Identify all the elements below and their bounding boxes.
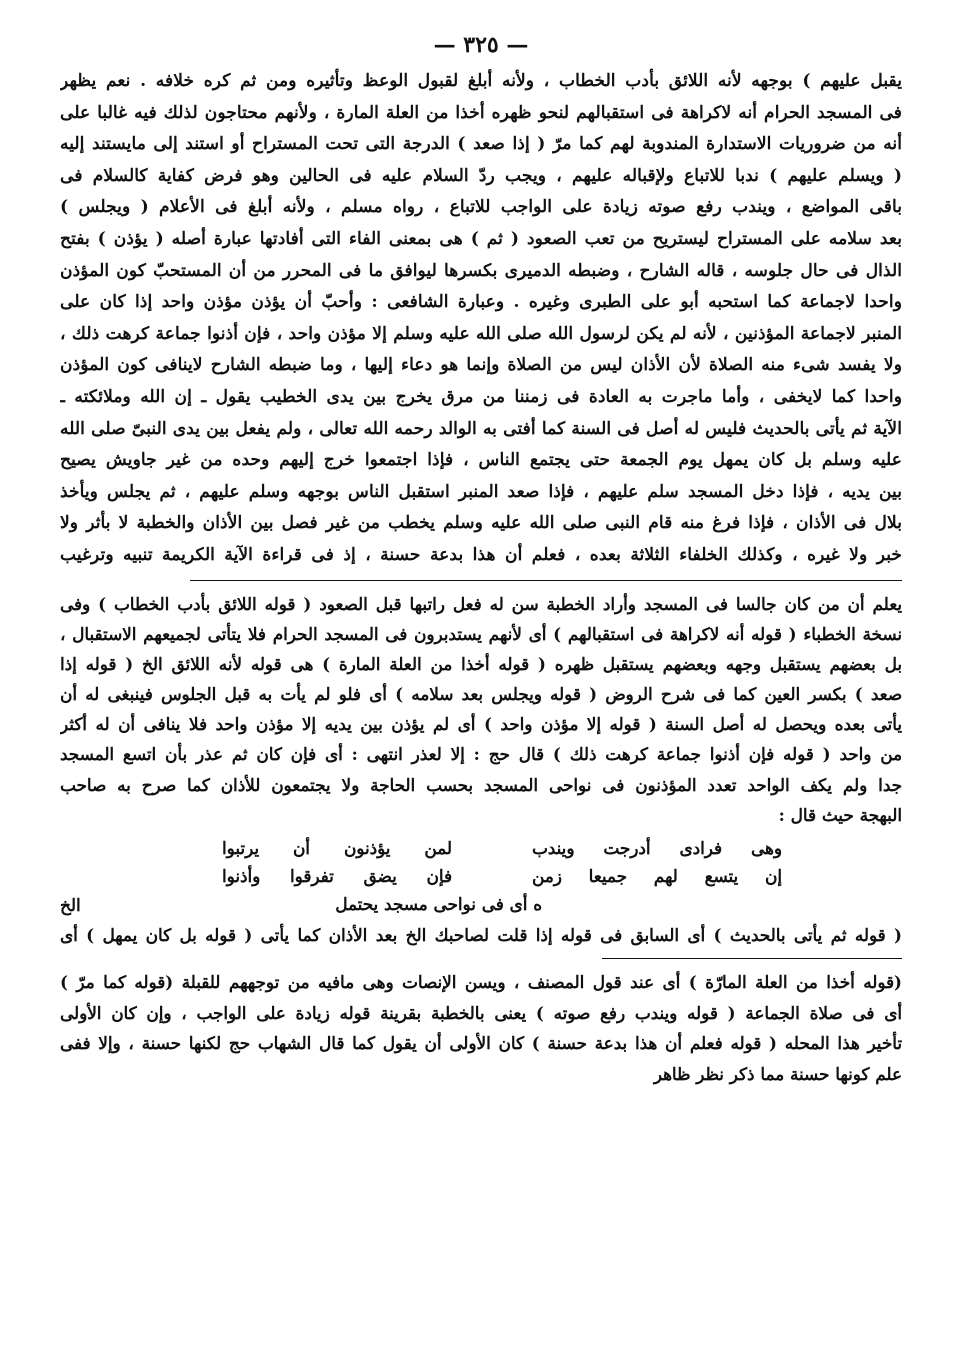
verse-hemistich: ه أى فى نواحى مسجد يحتمل bbox=[335, 894, 542, 914]
commentary-line: ( قوله ثم يأتى بالحديث ) أى السابق فى قوله إذا قلت لصاحبك الخ بعد الأذان كما يأتى ( قوله بل كان يمهل ) أى bbox=[60, 925, 902, 945]
main-line: بعد سلامه على المستراح ليستريح من تعب الصعود ( ثم ) هى بمعنى الفاء التى أفادتها عبارة أصله ( يؤذن ) بفتح bbox=[60, 228, 902, 249]
commentary-line: نسخة الخطباء ( قوله أنه لاكراهة فى استقبالهم ) أى لأنهم يستدبرون فى المسجد الحرام فلا يتأتى لجميعهم الاستقبال ، bbox=[60, 623, 902, 644]
verse-line-3 bbox=[60, 890, 902, 920]
verse-line-2 bbox=[60, 862, 902, 890]
commentary-line: يعلم أن من كان جالسا فى المسجد وأراد الخطبة سن له فعل راتبها قبل الصعود ( قوله اللائق بأدب الخطاب ) وفى bbox=[60, 593, 902, 614]
main-line: فى المسجد الحرام أنه لاكراهة فى استقبالهم لنحو ظهره أخذا من العلة المارة ، ولأنهم محتاجون لذلك فيه غالبا على bbox=[60, 102, 902, 123]
margin-note-line: (قوله أخذا من العلة المارّة ) أى عند قول المصنف ، ويسن الإنصات وهى مافيه من توجههم للقبلة (قوله كما مرّ ) bbox=[60, 972, 902, 993]
commentary-line: بل بعضهم يستقبل وجهه وبعضهم يستقبل ظهره ( قوله أخذا من العلة المارة ) هى قوله لأنه اللائق الخ ( قوله إذا bbox=[60, 653, 902, 674]
main-line: باقى المواضع ، ويندب رفع صوته زيادة على الواجب للاتباع ، رواه مسلم ، ولأنه أبلغ فى الأعلام ( ويجلس ) bbox=[60, 197, 902, 218]
main-line: يقبل عليهم ) بوجهه لأنه اللائق بأدب الخطاب ، ولأنه أبلغ لقبول الوعظ وتأثيره ومن ثم كره خلافه . نعم يظهر bbox=[60, 71, 902, 91]
main-line: أنه من ضروريات الاستدارة المندوبة لهم كما مرّ ( إذا صعد ) الدرجة التى تحت المستراح أو استند إلى مايستند إليه bbox=[60, 134, 902, 155]
main-line: الذال فى حال جلوسه ، قاله الشارح ، وضبطه الدميرى بكسرها ليوافق ما فى المحرر من أن المستحبّ كون المؤذن bbox=[60, 260, 902, 281]
verse-hemistich: لمن يؤذنون أن يرتبوا bbox=[222, 838, 452, 858]
main-line: بين يديه ، فإذا دخل المسجد سلم عليهم ، فإذا صعد المنبر استقبل الناس بوجهه وسلم عليهم ، ثم يجلس ويأخذ bbox=[60, 481, 902, 502]
commentary-line: صعد ) بكسر العين كما فى شرح الروض ( قوله ويجلس بعد سلامه ) أى فلو لم يأت به قبل الجلوس فينبغى له أن bbox=[60, 684, 902, 705]
page bbox=[60, 30, 902, 1089]
commentary-line: يأتى بعده ويحصل له أصل السنة ( قوله إلا مؤذن واحد ) أى لم يؤذن بين يديه إلا مؤذن واحد فلا ينافى أن له أكثر bbox=[60, 714, 902, 735]
commentary-divider bbox=[190, 580, 902, 581]
main-line: خبر ولا غيره ، وكذلك الخلفاء الثلاثة بعده ، فعلم أن هذا بدعة حسنة ، إذ فى قراءة الآية الكريمة تنبيه وترغيب bbox=[60, 544, 902, 565]
main-text bbox=[60, 66, 902, 572]
verse-hemistich: فإن يضق تفرقوا وأذنوا bbox=[222, 866, 452, 886]
page-number: — ٣٢٥ — bbox=[433, 32, 529, 58]
main-line: واحدا لاجماعة كما استحبه أبو على الطبرى وغيره . وعبارة الشافعى : وأحبّ أن يؤذن مؤذن واحد إذا كان على bbox=[60, 292, 902, 313]
commentary bbox=[60, 589, 902, 951]
verse-hemistich: وهى فرادى أدرجت ويندب bbox=[532, 838, 782, 858]
margin-notes bbox=[60, 967, 902, 1089]
margin-note-line: تأخير هذا المحله ( قوله فعلم أن هذا بدعة حسنة ) كان الأولى أن يقول كما قال الشهاب حج لكنها حسنة ، وإلا ففى bbox=[60, 1033, 902, 1054]
margin-notes-divider bbox=[602, 958, 902, 959]
margin-note-line: أى فى صلاة الجماعة ( قوله ويندب رفع صوته ) يعنى بالخطبة بقرينة قوله زيادة على الواجب ، وإن كان الأولى bbox=[60, 1002, 902, 1023]
verse-etc: الخ bbox=[60, 895, 81, 915]
main-line: الآية ثم يأتى بالحديث فليس له أصل فى السنة كما أفتى به الوالد رحمه الله تعالى ، ولم يفعل بين يدى النبىّ صلى الله bbox=[60, 418, 902, 439]
commentary-line: جدا ولم يكف الواحد تعدد المؤذنون فى نواحى المسجد بحسب الحاجة ولا يجتمعون للأذان كما صرح به صاحب bbox=[60, 774, 902, 795]
margin-note-line: علم كونها حسنة مما ذكر نظر ظاهر bbox=[653, 1063, 902, 1084]
main-line: ( ويسلم عليهم ) ندبا للاتباع ولإقباله عليهم ، ويجب ردّ السلام عليه فى الحالين وهو فرض كفاية كالسلام فى bbox=[60, 165, 902, 186]
verse-hemistich: إن يتسع لهم جميعا زمن bbox=[532, 866, 782, 886]
commentary-line: البهجة حيث قال : bbox=[778, 804, 902, 825]
main-line: عليه وسلم بل كان يمهل يوم الجمعة حتى يجتمع الناس ، فإذا اجتمعوا خرج إليهم وحده من غير جاويش يصيح bbox=[60, 450, 902, 471]
verse-line-1 bbox=[60, 834, 902, 862]
main-line: بلال فى الأذان ، فإذا فرغ منه قام النبى صلى الله عليه وسلم يخطب من غير فصل بين الأذان والخطبة لا بأثر ولا bbox=[60, 513, 902, 534]
commentary-line: من واحد ( قوله فإن أذنوا جماعة كرهت ذلك ) قال حج : إلا لعذر انتهى : أى فإن كان ثم عذر بأن اتسع المسجد bbox=[60, 744, 902, 765]
main-line: ولا يفسد شىء منه الصلاة لأن الأذان ليس من الصلاة وإنما هو دعاء إليها ، وما ضبطه الشارح لاينافى كون المؤذن bbox=[60, 355, 902, 376]
main-line: المنبر لاجماعة المؤذنين ، لأنه لم يكن لرسول الله صلى الله عليه وسلم إلا مؤذن واحد ، فإن أذنوا جماعة كرهت ذلك ، bbox=[60, 323, 902, 344]
main-line: واحدا كما لايخفى ، وأما ماجرت به العادة فى زمننا من مرق يخرج بين يدى الخطيب يقول ـ إن الله وملائكته ـ bbox=[60, 386, 902, 407]
